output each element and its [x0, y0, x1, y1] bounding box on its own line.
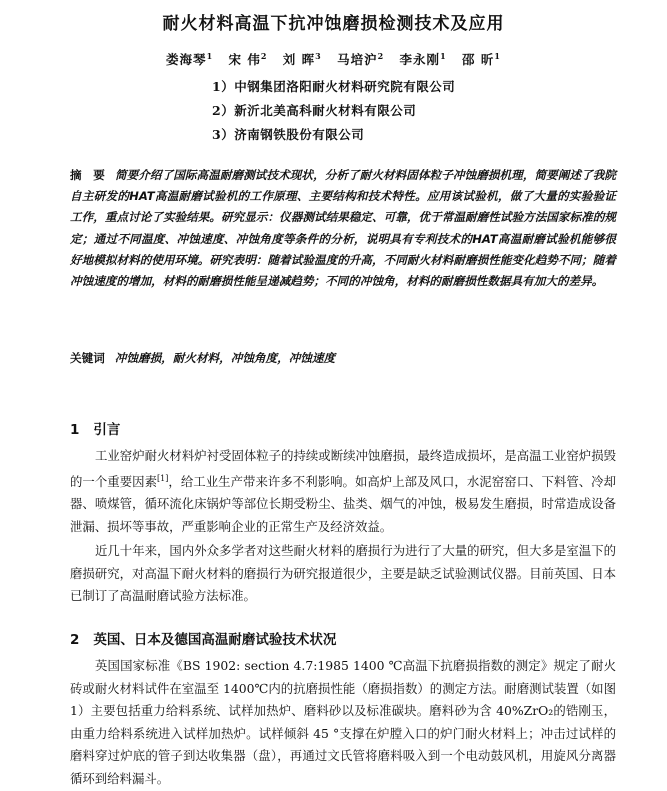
- author-list: [0, 50, 667, 68]
- author: 邵 昕$^1$: [462, 50, 501, 67]
- keywords-text: 冲蚀磨损，耐火材料，冲蚀角度，冲蚀速度: [114, 351, 336, 365]
- author: 宋 伟$^2$: [228, 50, 268, 67]
- affiliation: 1）中钢集团洛阳耐火材料研究院有限公司: [212, 79, 456, 94]
- keywords: [70, 350, 616, 366]
- keywords-label: 关键词: [70, 351, 105, 365]
- abstract-label: 摘 要: [70, 168, 105, 182]
- author: 李永刚$^1$: [399, 50, 447, 67]
- author: 马培沪$^2$: [337, 50, 385, 67]
- citation: [1]: [157, 473, 169, 483]
- section-heading: 1 引言: [70, 422, 121, 438]
- paragraph: 近几十年来，国内外众多学者对这些耐火材料的磨损行为进行了大量的研究，但大多是室温下的磨损研究，对高温下耐火材料的磨损行为研究报道很少，主要是缺乏试验测试仪器。目前英国、日本已制订了高温耐磨试验方法标准。: [70, 543, 616, 604]
- author: 刘 晖$^3$: [282, 50, 322, 67]
- affiliation: 3）济南钢铁股份有限公司: [212, 127, 365, 142]
- paragraph: 工业窑炉耐火材料炉衬受固体粒子的持续或断续冲蚀磨损，最终造成损坏，是高温工业窑炉损毁的一个重要因素[1]，给工业生产带来许多不利影响。如高炉上部及风口，水泥窑窑口、下料管、冷却器、喷煤管，循环流化床锅炉等部位长期受粉尘、盐类、烟气的冲蚀，极易发生磨损，时常造成设备泄漏、损坏等事故，严重影响企业的正常生产及经济效益。: [70, 448, 617, 534]
- abstract: [70, 165, 616, 292]
- paragraph: 英国国家标准《BS 1902: section 4.7:1985 1400 ℃高温下抗磨损指数的测定》规定了耐火砖或耐火材料试件在室温至 1400℃内的抗磨损性能（磨损指数）的测定方法。耐磨测试装置（如图 1）主要包括重力给料系统、试样加热炉、磨料砂以及标准碳块。磨料砂为含 40%ZrO₂的锆刚玉，由重力给料系统进入试样加热炉。试样倾斜 45 °支撑在炉膛入口的炉门耐火材料上；冲击过试样的磨料穿过炉底的管子到达收集器（盘），再通过文氏管将磨料吸入到一个电动鼓风机，用旋风分离器循环到给料漏斗。: [70, 658, 616, 786]
- affiliation: 2）新沂北美高科耐火材料有限公司: [212, 103, 417, 118]
- section-heading: 2 英国、日本及德国高温耐磨试验技术状况: [70, 632, 337, 648]
- paper-title: 耐火材料高温下抗冲蚀磨损检测技术及应用: [162, 14, 505, 34]
- abstract-text: 简要介绍了国际高温耐磨测试技术现状，分析了耐火材料固体粒子冲蚀磨损机理，简要阐述了我院自主研发的HAT高温耐磨试验机的工作原理、主要结构和技术特性。应用该试验机，做了大量的实验验证工作，重点讨论了实验结果。研究显示：仪器测试结果稳定、可靠，优于常温耐磨性试验方法国家标准的规定；通过不同温度、冲蚀速度、冲蚀角度等条件的分析，说明具有专利技术的HAT高温耐磨试验机能够很好地模拟材料的使用环境。研究表明：随着试验温度的升高，不同耐火材料耐磨损性能变化趋势不同；随着冲蚀速度的增加，材料的耐磨损性能呈递减趋势；不同的冲蚀角，材料的耐磨损性数据具有加大的差异。: [70, 168, 616, 289]
- author: 娄海琴$^1$: [166, 50, 214, 67]
